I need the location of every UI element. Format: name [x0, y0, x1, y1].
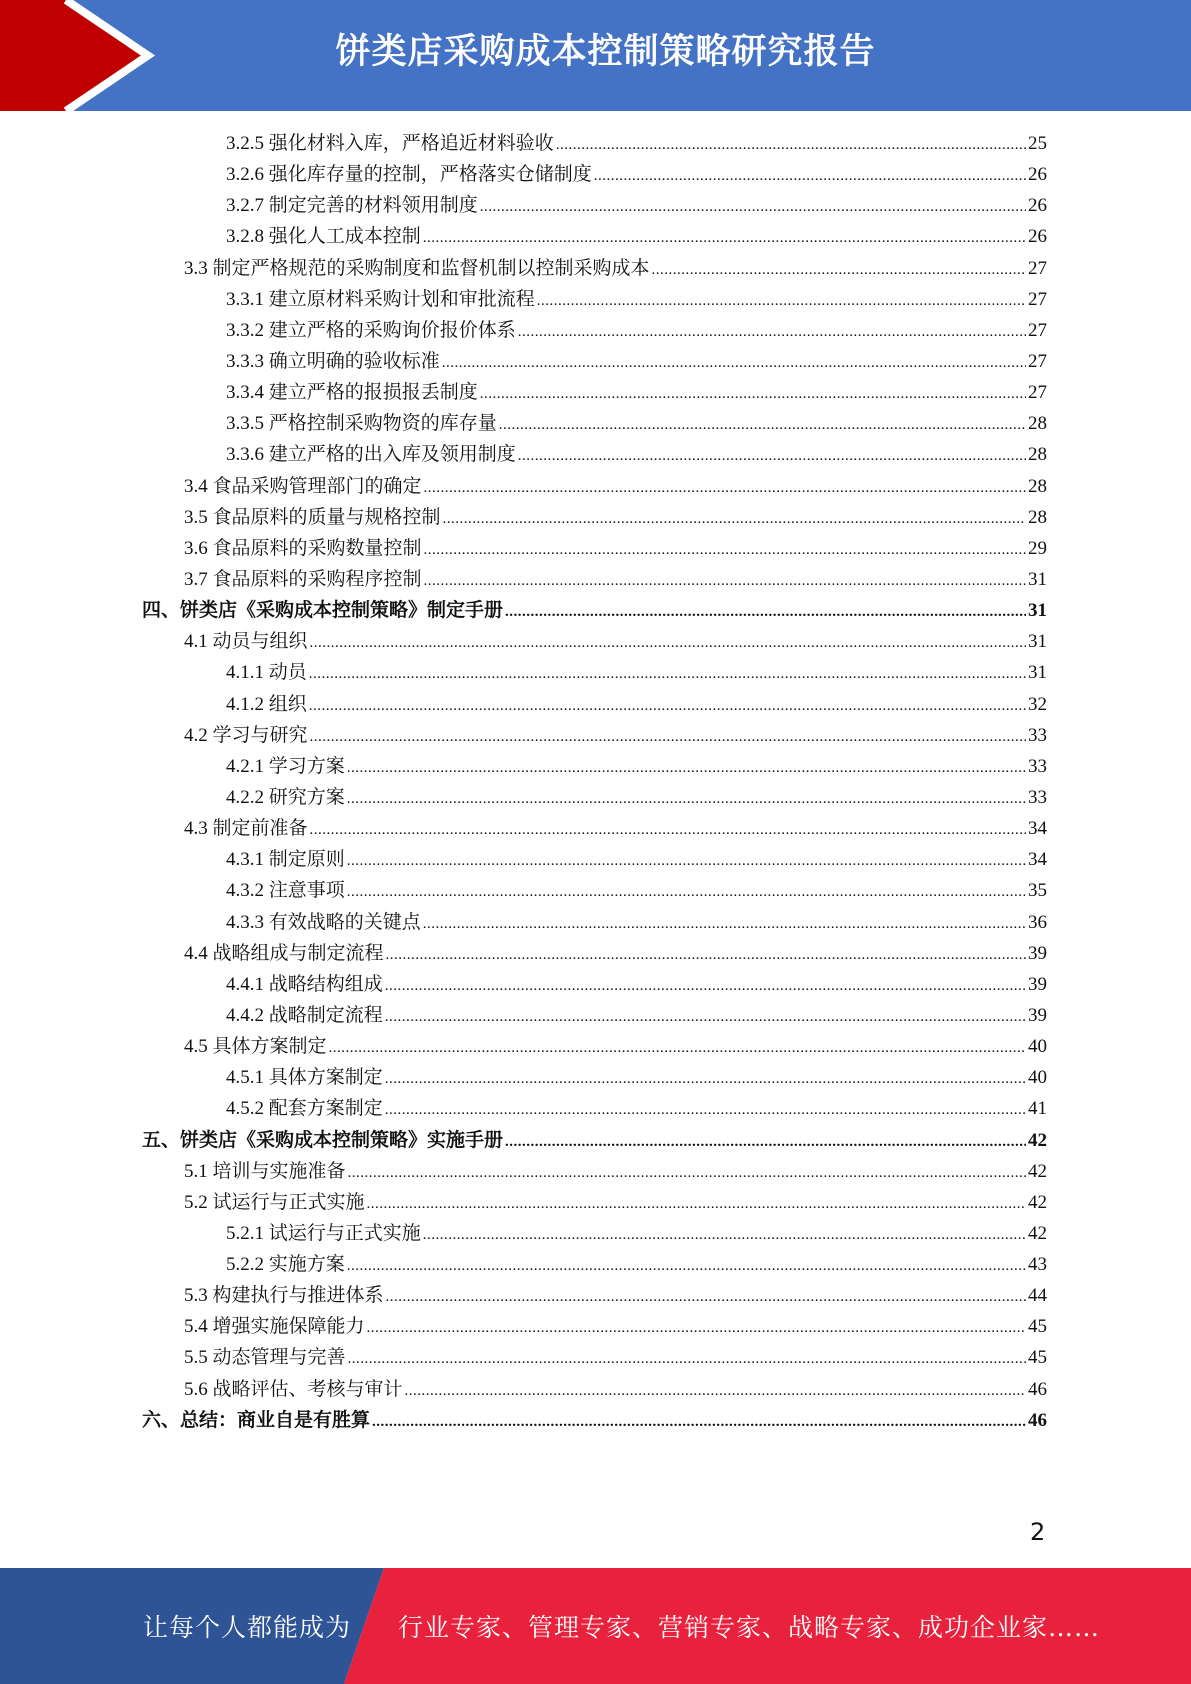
toc-entry-page: 33 [1028, 755, 1047, 777]
toc-entry-title: 4.2.1 学习方案 [226, 755, 345, 777]
toc-entry-title: 3.3.1 建立原材料采购计划和审批流程 [226, 288, 535, 310]
dot-leader [309, 659, 1026, 690]
toc-entry-title: 5.5 动态管理与完善 [184, 1347, 346, 1369]
toc-entry-title: 4.1.1 动员 [226, 662, 307, 684]
toc-entry-title: 5.2 试运行与正式实施 [184, 1191, 365, 1213]
toc-entry-title: 5.2.2 实施方案 [226, 1254, 345, 1276]
dot-leader [310, 628, 1026, 659]
page-number: 2 [1030, 1518, 1046, 1546]
toc-entry[interactable] [0, 1062, 1191, 1093]
toc-entry[interactable] [0, 1374, 1191, 1405]
toc-entry-title: 4.5.1 具体方案制定 [226, 1067, 383, 1089]
dot-leader [347, 784, 1026, 815]
toc-entry-page: 34 [1028, 849, 1047, 871]
dot-leader [367, 1313, 1026, 1344]
toc-entry-title: 4.1.2 组织 [226, 693, 307, 715]
toc-entry[interactable] [0, 1125, 1191, 1156]
toc-entry-title: 4.2.2 研究方案 [226, 786, 345, 808]
dot-leader [594, 161, 1026, 192]
dot-leader [385, 1095, 1026, 1126]
toc-entry-title: 4.4 战略组成与制定流程 [184, 942, 384, 964]
toc-entry[interactable] [0, 1342, 1191, 1373]
toc-entry[interactable] [0, 595, 1191, 626]
toc-entry-page: 42 [1028, 1160, 1047, 1182]
toc-entry-title: 六、总结：商业自是有胜算 [142, 1409, 371, 1431]
dot-leader [347, 877, 1026, 908]
toc-entry-title: 5.6 战略评估、考核与审计 [184, 1378, 403, 1400]
dot-leader [518, 441, 1026, 472]
toc-entry-page: 33 [1028, 786, 1047, 808]
toc-entry-page: 40 [1028, 1036, 1047, 1058]
toc-entry-page: 45 [1028, 1347, 1047, 1369]
toc-entry[interactable] [0, 502, 1191, 533]
toc-entry-page: 34 [1028, 818, 1047, 840]
toc-entry[interactable] [0, 190, 1191, 221]
toc-entry[interactable] [0, 1405, 1191, 1436]
toc-entry-page: 27 [1028, 288, 1047, 310]
toc-entry-title: 3.3.4 建立严格的报损报丢制度 [226, 382, 478, 404]
toc-entry[interactable] [0, 564, 1191, 595]
toc-entry-page: 39 [1028, 942, 1047, 964]
page-header [0, 0, 1191, 111]
dot-leader [347, 846, 1026, 877]
dot-leader [367, 1189, 1026, 1220]
toc-entry-page: 28 [1028, 444, 1047, 466]
toc-entry[interactable] [0, 1093, 1191, 1124]
toc-entry-title: 4.5.2 配套方案制定 [226, 1098, 383, 1120]
dot-leader [423, 909, 1026, 940]
toc-entry[interactable] [0, 377, 1191, 408]
toc-entry[interactable] [0, 315, 1191, 346]
toc-entry[interactable] [0, 626, 1191, 657]
toc-entry[interactable] [0, 439, 1191, 470]
toc-entry-page: 44 [1028, 1285, 1047, 1307]
toc-entry[interactable] [0, 159, 1191, 190]
toc-entry-title: 5.2.1 试运行与正式实施 [226, 1222, 421, 1244]
toc-entry-title: 3.4 食品采购管理部门的确定 [184, 475, 422, 497]
toc-entry[interactable] [0, 938, 1191, 969]
toc-entry[interactable] [0, 751, 1191, 782]
dot-leader [309, 691, 1026, 722]
dot-leader [405, 1376, 1026, 1407]
toc-entry-page: 31 [1028, 631, 1047, 653]
toc-entry-title: 4.1 动员与组织 [184, 631, 308, 653]
dot-leader [424, 473, 1026, 504]
toc-entry[interactable] [0, 813, 1191, 844]
toc-entry[interactable] [0, 907, 1191, 938]
dot-leader [424, 566, 1026, 597]
toc-entry-page: 25 [1028, 133, 1047, 154]
toc-entry-title: 5.3 构建执行与推进体系 [184, 1285, 384, 1307]
toc-entry-title: 4.3.2 注意事项 [226, 880, 345, 902]
toc-entry-page: 27 [1028, 319, 1047, 341]
toc-entry-page: 28 [1028, 413, 1047, 435]
toc-entry-page: 29 [1028, 537, 1047, 559]
toc-entry[interactable] [0, 1031, 1191, 1062]
toc-entry-page: 28 [1028, 475, 1047, 497]
dot-leader [310, 815, 1026, 846]
dot-leader [385, 971, 1026, 1002]
toc-entry[interactable] [0, 408, 1191, 439]
dot-leader [652, 255, 1026, 286]
dot-leader [386, 940, 1026, 971]
toc-entry-title: 5.4 增强实施保障能力 [184, 1316, 365, 1338]
toc-entry[interactable] [0, 1218, 1191, 1249]
toc-entry-page: 26 [1028, 195, 1047, 217]
dot-leader [347, 1251, 1026, 1282]
toc-entry-title: 4.5 具体方案制定 [184, 1036, 327, 1058]
toc-entry[interactable] [0, 128, 1191, 159]
toc-entry-title: 5.1 培训与实施准备 [184, 1160, 346, 1182]
toc-entry-title: 3.6 食品原料的采购数量控制 [184, 537, 422, 559]
dot-leader [329, 1033, 1026, 1064]
toc-entry-title: 4.4.1 战略结构组成 [226, 973, 383, 995]
toc-entry-page: 43 [1028, 1254, 1047, 1276]
dot-leader [386, 1282, 1026, 1313]
toc-entry[interactable] [0, 221, 1191, 252]
toc-entry-title: 3.2.6 强化库存量的控制，严格落实仓储制度 [226, 164, 592, 186]
toc-entry[interactable] [0, 1311, 1191, 1342]
toc-entry[interactable] [0, 471, 1191, 502]
toc-entry-title: 4.3.1 制定原则 [226, 849, 345, 871]
toc-entry-title: 四、饼类店《采购成本控制策略》制定手册 [142, 600, 504, 622]
toc-entry-title: 3.3.3 确立明确的验收标准 [226, 350, 440, 372]
toc-entry[interactable] [0, 844, 1191, 875]
toc-entry-page: 26 [1028, 226, 1047, 248]
dot-leader [442, 348, 1026, 379]
toc-entry-page: 27 [1028, 257, 1047, 279]
toc-entry-page: 31 [1028, 662, 1047, 684]
toc-entry[interactable] [0, 1000, 1191, 1031]
toc-entry-title: 3.3.6 建立严格的出入库及领用制度 [226, 444, 516, 466]
page-footer [0, 1568, 1191, 1684]
dot-leader [385, 1002, 1026, 1033]
footer-slogan-right: 行业专家、管理专家、营销专家、战略专家、成功企业家…… [398, 1613, 1101, 1642]
toc-entry-page: 26 [1028, 164, 1047, 186]
footer-slogan-left: 让每个人都能成为 [143, 1613, 352, 1642]
toc-entry-page: 46 [1028, 1409, 1047, 1431]
toc-entry[interactable] [0, 533, 1191, 564]
toc-entry-page: 27 [1028, 382, 1047, 404]
toc-entry-page: 33 [1028, 724, 1047, 746]
toc-entry-page: 28 [1028, 506, 1047, 528]
dot-leader [348, 1158, 1026, 1189]
toc-entry-page: 40 [1028, 1067, 1047, 1089]
dot-leader [505, 1127, 1026, 1158]
toc-entry-title: 3.2.5 强化材料入库，严格追近材料验收 [226, 133, 554, 154]
toc-entry-page: 27 [1028, 350, 1047, 372]
dot-leader [556, 130, 1026, 161]
toc-entry-page: 42 [1028, 1191, 1047, 1213]
toc-entry[interactable] [0, 1156, 1191, 1187]
toc-entry-title: 3.3.5 严格控制采购物资的库存量 [226, 413, 497, 435]
toc-entry-title: 3.3.2 建立严格的采购询价报价体系 [226, 319, 516, 341]
toc-entry-title: 3.5 食品原料的质量与规格控制 [184, 506, 441, 528]
toc-entry-page: 45 [1028, 1316, 1047, 1338]
toc-entry-page: 35 [1028, 880, 1047, 902]
toc-entry-page: 39 [1028, 973, 1047, 995]
toc-entry[interactable] [0, 284, 1191, 315]
toc-entry[interactable] [0, 720, 1191, 751]
toc-entry[interactable] [0, 253, 1191, 284]
toc-entry-page: 31 [1028, 600, 1047, 622]
toc-entry-title: 4.3.3 有效战略的关键点 [226, 911, 421, 933]
toc-entry[interactable] [0, 1249, 1191, 1280]
dot-leader [505, 597, 1026, 628]
dot-leader [423, 1220, 1026, 1251]
toc-entry[interactable] [0, 1280, 1191, 1311]
toc-entry-page: 42 [1028, 1222, 1047, 1244]
toc-entry-title: 4.3 制定前准备 [184, 818, 308, 840]
toc-entry-page: 31 [1028, 568, 1047, 590]
toc-entry-title: 五、饼类店《采购成本控制策略》实施手册 [142, 1129, 504, 1151]
toc-entry-page: 36 [1028, 911, 1047, 933]
toc-entry-page: 32 [1028, 693, 1047, 715]
toc-entry-page: 46 [1028, 1378, 1047, 1400]
toc-entry-title: 3.3 制定严格规范的采购制度和监督机制以控制采购成本 [184, 257, 650, 279]
dot-leader [480, 192, 1026, 223]
dot-leader [347, 753, 1026, 784]
toc-entry-title: 4.2 学习与研究 [184, 724, 308, 746]
toc-entry[interactable] [0, 346, 1191, 377]
toc-entry[interactable] [0, 1187, 1191, 1218]
toc-entry[interactable] [0, 875, 1191, 906]
toc-entry-page: 41 [1028, 1098, 1047, 1120]
toc-entry-page: 39 [1028, 1004, 1047, 1026]
table-of-contents [0, 128, 1191, 1436]
document-title: 饼类店采购成本控制策略研究报告 [335, 32, 876, 72]
toc-entry-title: 4.4.2 战略制定流程 [226, 1004, 383, 1026]
dot-leader [518, 317, 1026, 348]
toc-entry[interactable] [0, 689, 1191, 720]
toc-entry-title: 3.2.8 强化人工成本控制 [226, 226, 421, 248]
dot-leader [385, 1064, 1026, 1095]
dot-leader [348, 1344, 1026, 1375]
dot-leader [423, 223, 1026, 254]
toc-entry[interactable] [0, 782, 1191, 813]
dot-leader [310, 722, 1026, 753]
toc-entry-title: 3.7 食品原料的采购程序控制 [184, 568, 422, 590]
dot-leader [499, 410, 1026, 441]
dot-leader [443, 504, 1026, 535]
toc-entry[interactable] [0, 657, 1191, 688]
dot-leader [480, 379, 1026, 410]
toc-entry[interactable] [0, 969, 1191, 1000]
toc-entry-title: 3.2.7 制定完善的材料领用制度 [226, 195, 478, 217]
dot-leader [537, 286, 1026, 317]
toc-entry-page: 42 [1028, 1129, 1047, 1151]
dot-leader [372, 1407, 1026, 1438]
dot-leader [424, 535, 1026, 566]
